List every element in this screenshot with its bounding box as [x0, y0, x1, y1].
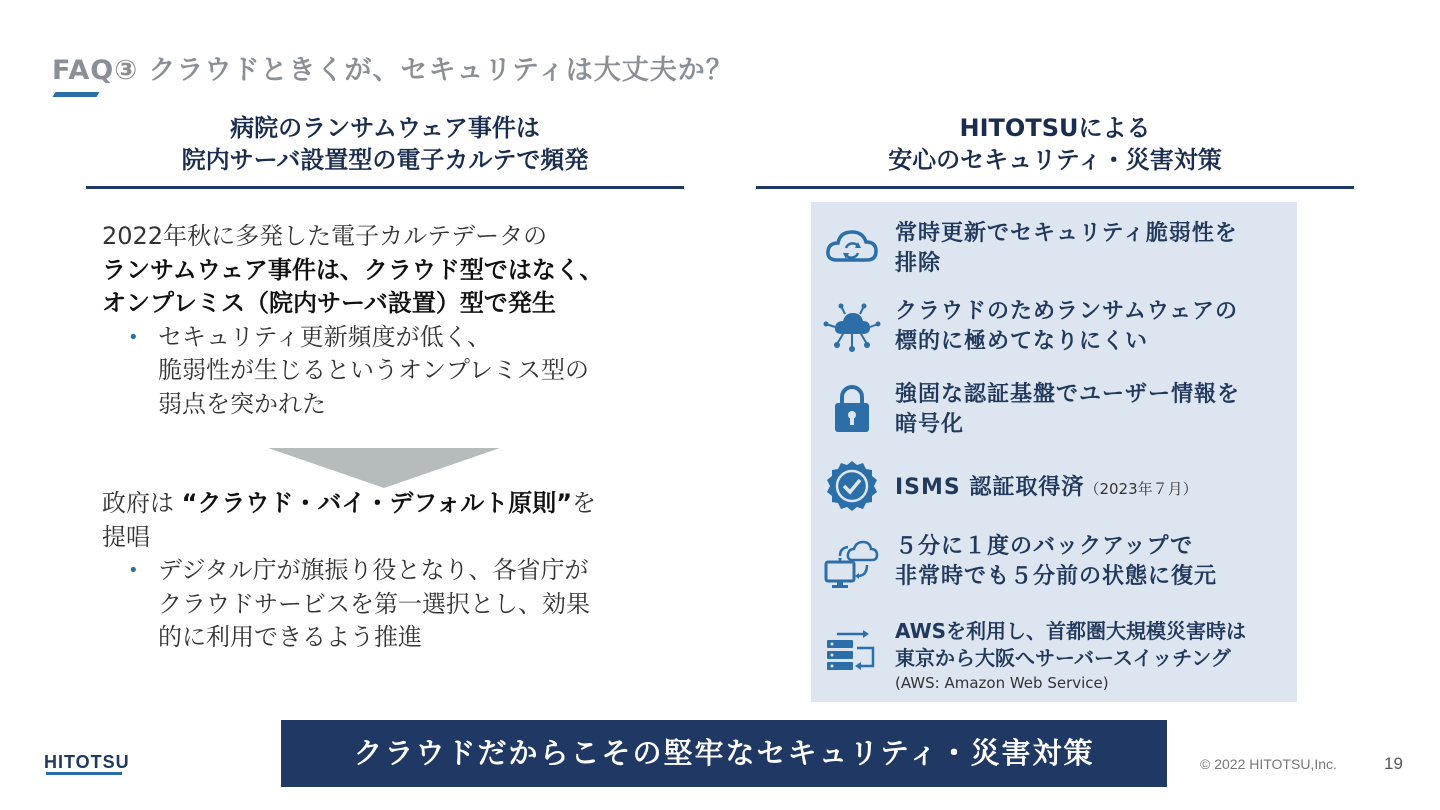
government-suffix: を	[572, 489, 596, 517]
logo-underline	[46, 772, 122, 775]
cloud-sync-icon	[823, 220, 881, 272]
government-line1	[102, 487, 596, 521]
feature-isms-certification	[895, 473, 1198, 504]
incident-text-block	[102, 220, 603, 421]
left-heading	[86, 112, 684, 176]
feature-line1: ５分に１度のバックアップで	[895, 534, 1194, 559]
bullet-icon: •	[128, 326, 139, 348]
right-heading-rule	[756, 186, 1354, 189]
down-arrow-icon	[268, 448, 500, 488]
feature-line1: ISMS 認証取得済	[895, 475, 1085, 500]
list-item	[128, 554, 596, 655]
feature-line1: 強固な認証基盤でユーザー情報を	[895, 382, 1241, 407]
government-bullets	[128, 554, 596, 655]
incident-line1: 2022年秋に多発した電子カルテデータの	[102, 222, 548, 250]
incident-bullet-line2: 脆弱性が生じるというオンプレミス型の	[158, 356, 590, 384]
feature-line2: 排除	[895, 251, 942, 276]
right-heading-line1: HITOTSUによる	[959, 114, 1151, 142]
feature-line2: 暗号化	[895, 412, 965, 437]
page-number: 19	[1384, 754, 1403, 773]
government-line2: 提唱	[102, 522, 150, 551]
conclusion-banner: クラウドだからこその堅牢なセキュリティ・災害対策	[281, 720, 1167, 787]
left-heading-line2: 院内サーバ設置型の電子カルテで頻発	[181, 146, 589, 174]
cloud-by-default-principle: “クラウド・バイ・デフォルト原則”	[181, 489, 572, 517]
incident-bullets	[128, 321, 603, 422]
backup-icon	[823, 538, 881, 590]
incident-line2: ランサムウェア事件は、クラウド型ではなく、	[102, 255, 604, 284]
incident-bullet-line1: セキュリティ更新頻度が低く、	[158, 322, 492, 351]
feature-line1: クラウドのためランサムウェアの	[895, 299, 1239, 324]
lock-icon	[823, 382, 881, 434]
feature-aws-disaster-switching	[895, 618, 1246, 694]
incident-line3: オンプレミス（院内サーバ設置）型で発生	[102, 289, 556, 317]
feature-note: (AWS: Amazon Web Service)	[895, 674, 1109, 692]
certified-badge-icon	[823, 460, 881, 512]
left-heading-line1: 病院のランサムウェア事件は	[230, 114, 540, 142]
list-item	[128, 321, 603, 422]
copyright-text: © 2022 HITOTSU,Inc.	[1200, 756, 1337, 772]
feature-ransomware-resistance	[895, 297, 1238, 357]
left-heading-rule	[86, 186, 684, 189]
feature-line1: AWSを利用し、首都圏大規模災害時は	[895, 619, 1247, 643]
feature-line2: 非常時でも５分前の状態に復元	[895, 564, 1218, 589]
feature-note: （2023年７月）	[1084, 480, 1198, 498]
government-bullet-line3: 的に利用できるよう推進	[158, 623, 422, 651]
feature-backup-restore	[895, 532, 1217, 592]
bullet-icon: •	[128, 560, 139, 581]
server-switch-icon	[823, 622, 881, 674]
feature-line2: 標的に極めてなりにくい	[895, 329, 1149, 354]
cloud-network-icon	[823, 302, 881, 354]
feature-authentication-encryption	[895, 380, 1240, 440]
incident-bullet-line3: 弱点を突かれた	[158, 389, 326, 418]
government-bullet-line2: クラウドサービスを第一選択とし、効果	[158, 589, 590, 618]
government-prefix: 政府は	[102, 489, 182, 517]
feature-line1: 常時更新でセキュリティ脆弱性を	[895, 221, 1238, 246]
right-heading	[756, 112, 1354, 176]
right-heading-line2: 安心のセキュリティ・災害対策	[888, 146, 1222, 174]
government-bullet-line1: デジタル庁が旗振り役となり、各省庁が	[158, 556, 589, 584]
government-text-block	[102, 487, 596, 655]
feature-vulnerability-elimination	[895, 219, 1238, 279]
hitotsu-logo: HITOTSU	[44, 752, 130, 772]
title-accent-bar	[53, 92, 100, 97]
slide-title: FAQ③ クラウドときくが、セキュリティは大丈夫か？	[52, 55, 734, 86]
feature-line2: 東京から大阪へサーバースイッチング	[895, 646, 1231, 670]
